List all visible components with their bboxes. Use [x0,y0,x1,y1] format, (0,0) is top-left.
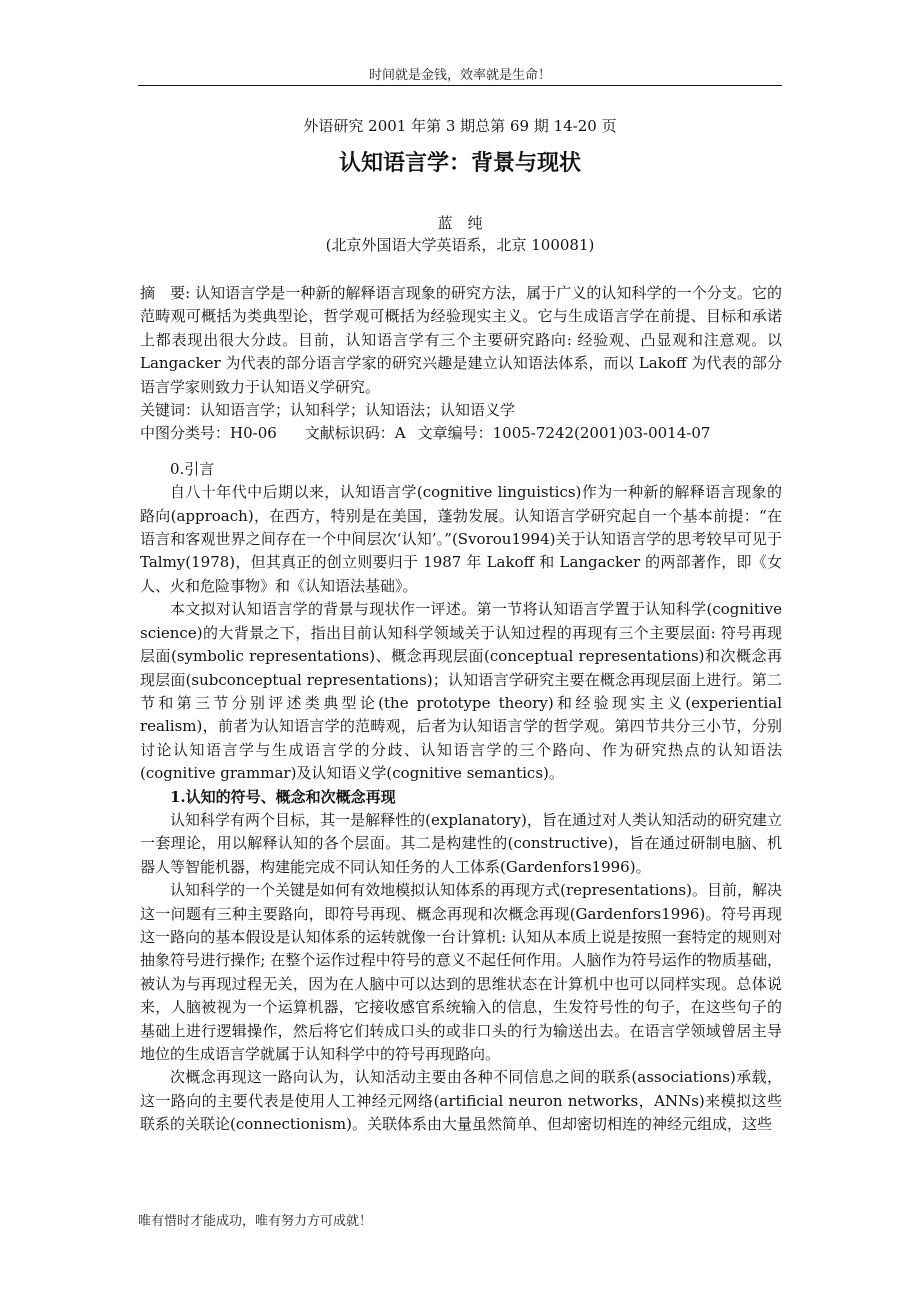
page-header: 时间就是金钱，效率就是生命！ [368,68,551,83]
abstract-label: 摘 要 [140,284,186,302]
paragraph-2: 本文拟对认知语言学的背景与现状作一评述。第一节将认知语言学置于认知科学(cognitive science)的大背景之下，指出目前认知科学领域关于认知过程的再现有三个主要层面: 符号再现层面(symbolic representations)、概念再现层面(conceptual representations)和次概念再现层面(subconceptual representations)；认知语言学研究主要在概念再现层面上进行。第二节和第三节分别评述类典型论(the prototype theory)和经验现实主义(experiential realism)，前者为认知语言学的范畴观，后者为认知语言学的哲学观。第四节共分三小节，分别讨论认知语言学与生成语言学的分歧、认知语言学的三个路向、作为研究热点的认知语法(cognitive grammar)及认知语义学(cognitive semantics)。 [140,600,782,783]
abstract-text: : 认知语言学是一种新的解释语言现象的研究方法，属于广义的认知科学的一个分支。它的范畴观可概括为类典型论，哲学观可概括为经验现实主义。它与生成语言学在前提、目标和承诺上都表现出很大分歧。目前，认知语言学有三个主要研究路向: 经验观、凸显观和注意观。以 Langacker 为代表的部分语言学家的研究兴趣是建立认知语法体系，而以 Lakoff 为代表的部分语言学家则致力于认知语义学研究。 [140,284,782,396]
keywords-label: 关键词： [140,401,201,420]
author-name: 蓝 纯 [437,214,483,232]
keywords-text: 认知语言学；认知科学；认知语法；认知语义学 [200,401,516,420]
article-title: 认知语言学：背景与现状 [338,151,581,176]
paragraph-3: 认知科学有两个目标，其一是解释性的(explanatory)，旨在通过对人类认知活动的研究建立一套理论，用以解释认知的各个层面。其二是构建性的(constructive)，旨在通过研制电脑、机器人等智能机器，构建能完成不同认知任务的人工体系(Gardenfors1996)。 [140,810,782,876]
article-body [140,282,782,1137]
intro-heading: 0.引言 [170,459,215,478]
paragraph-4: 认知科学的一个关键是如何有效地模拟认知体系的再现方式(representations)。目前，解决这一问题有三种主要路向，即符号再现、概念再现和次概念再现(Gardenfors1996)。符号再现这一路向的基本假设是认知体系的运转就像一台计算机: 认知从本质上说是按照一套特定的规则对抽象符号进行操作; 在整个运作过程中符号的意义不起任何作用。人脑作为符号运作的物质基础，被认为与再现过程无关，因为在人脑中可以达到的思维状态在计算机中也可以同样实现。总体说来，人脑被视为一个运算机器，它接收感官系统输入的信息，生发符号性的句子，在这些句子的基础上进行逻辑操作，然后将它们转成口头的或非口头的行为输送出去。在语言学领域曾居主导地位的生成语言学就属于认知科学中的符号再现路向。 [140,881,782,1063]
journal-source: 外语研究 2001 年第 3 期总第 69 期 14-20 页 [303,117,617,135]
keywords [140,399,782,422]
header-rule [138,85,782,86]
classification-line [140,422,782,445]
section-1-heading: 1.认知的符号、概念和次概念再现 [170,787,396,806]
paragraph-5: 次概念再现这一路向认为，认知活动主要由各种不同信息之间的联系(associations)承载，这一路向的主要代表是使用人工神经元网络(artificial neuron networks，ANNs)来模拟这些联系的关联论(connectionism)。关联体系由大量虽然简单、但却密切相连的神经元组成，这些 [140,1068,782,1134]
clc-number: 中图分类号：H0-06 [140,424,277,443]
document-code: 文献标识码：A [304,424,406,443]
article-number: 文章编号：1005-7242(2001)03-0014-07 [417,424,711,443]
page-footer: 唯有惜时才能成功，唯有努力方可成就！ [138,1214,373,1229]
abstract [140,282,782,399]
author-affiliation: (北京外国语大学英语系，北京 100081) [325,236,595,254]
paragraph-1: 自八十年代中后期以来，认知语言学(cognitive linguistics)作为一种新的解释语言现象的路向(approach)，在西方，特别是在美国，蓬勃发展。认知语言学研究起自一个基本前提：“在语言和客观世界之间存在一个中间层次‘认知’。”(Svorou1994)关于认知语言学的思考较早可见于 Talmy(1978)，但其真正的创立则要归于 1987 年 Lakoff 和 Langacker 的两部著作，即《女人、火和危险事物》和《认知语法基础》。 [140,483,782,595]
